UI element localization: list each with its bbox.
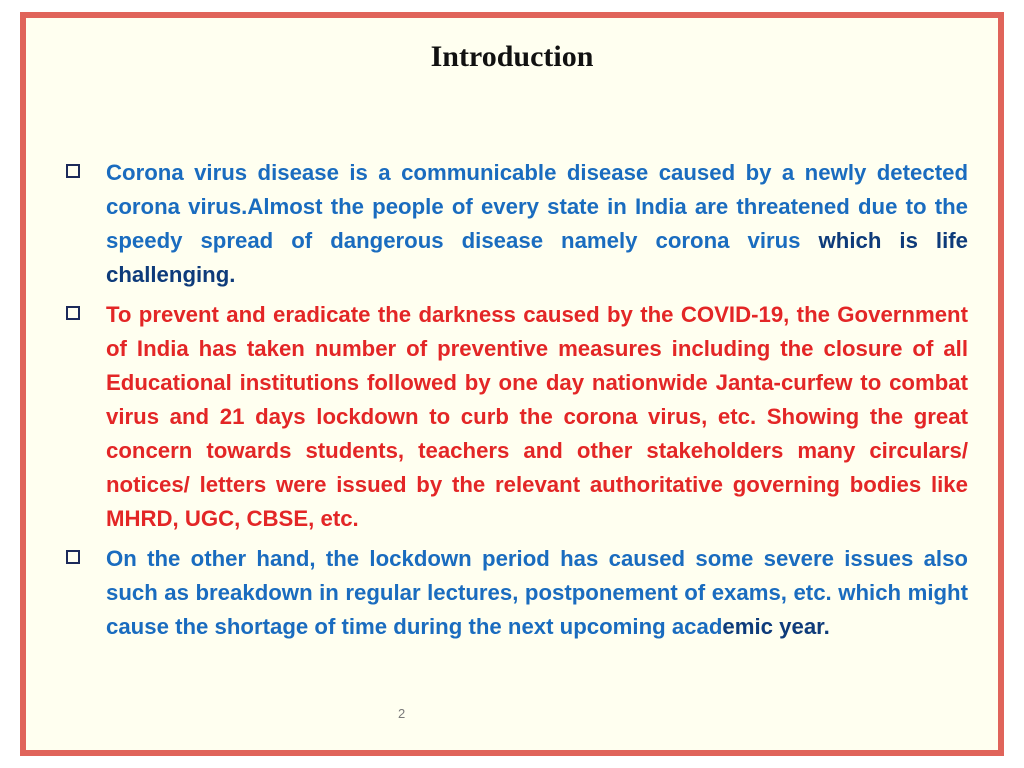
bullet-1-text-tail: which is life challenging. [106,228,968,287]
bullet-item-3 [66,542,968,644]
square-bullet-icon [66,550,80,564]
bullet-3-text-tail: emic year. [722,614,830,639]
slide-frame [20,12,1004,756]
bullet-item-1 [66,156,968,292]
bullet-3-text: On the other hand, the lockdown period has caused some severe issues also such as breakdown in regular lectures, postponement of exams, etc. which might cause the shortage of time during the next upcoming acad [106,546,968,639]
bullet-list [66,156,968,650]
square-bullet-icon [66,306,80,320]
bullet-1-text: Corona virus disease is a communicable disease caused by a newly detected corona virus.Almost the people of every state in India are threatened due to the speedy spread of dangerous disease namely corona virus [106,160,968,253]
bullet-2-text: To prevent and eradicate the darkness caused by the COVID-19, the Government of India has taken number of preventive measures including the closure of all Educational institutions followed by one day nationwide Janta-curfew to combat virus and 21 days lockdown to curb the corona virus, etc. Showing the great concern towards students, teachers and other stakeholders many circulars/ notices/ letters were issued by the relevant authoritative governing bodies like MHRD, UGC, CBSE, etc. [106,302,968,531]
page-number: 2 [398,706,406,721]
bullet-item-2 [66,298,968,536]
page-title: Introduction [430,40,594,73]
square-bullet-icon [66,164,80,178]
